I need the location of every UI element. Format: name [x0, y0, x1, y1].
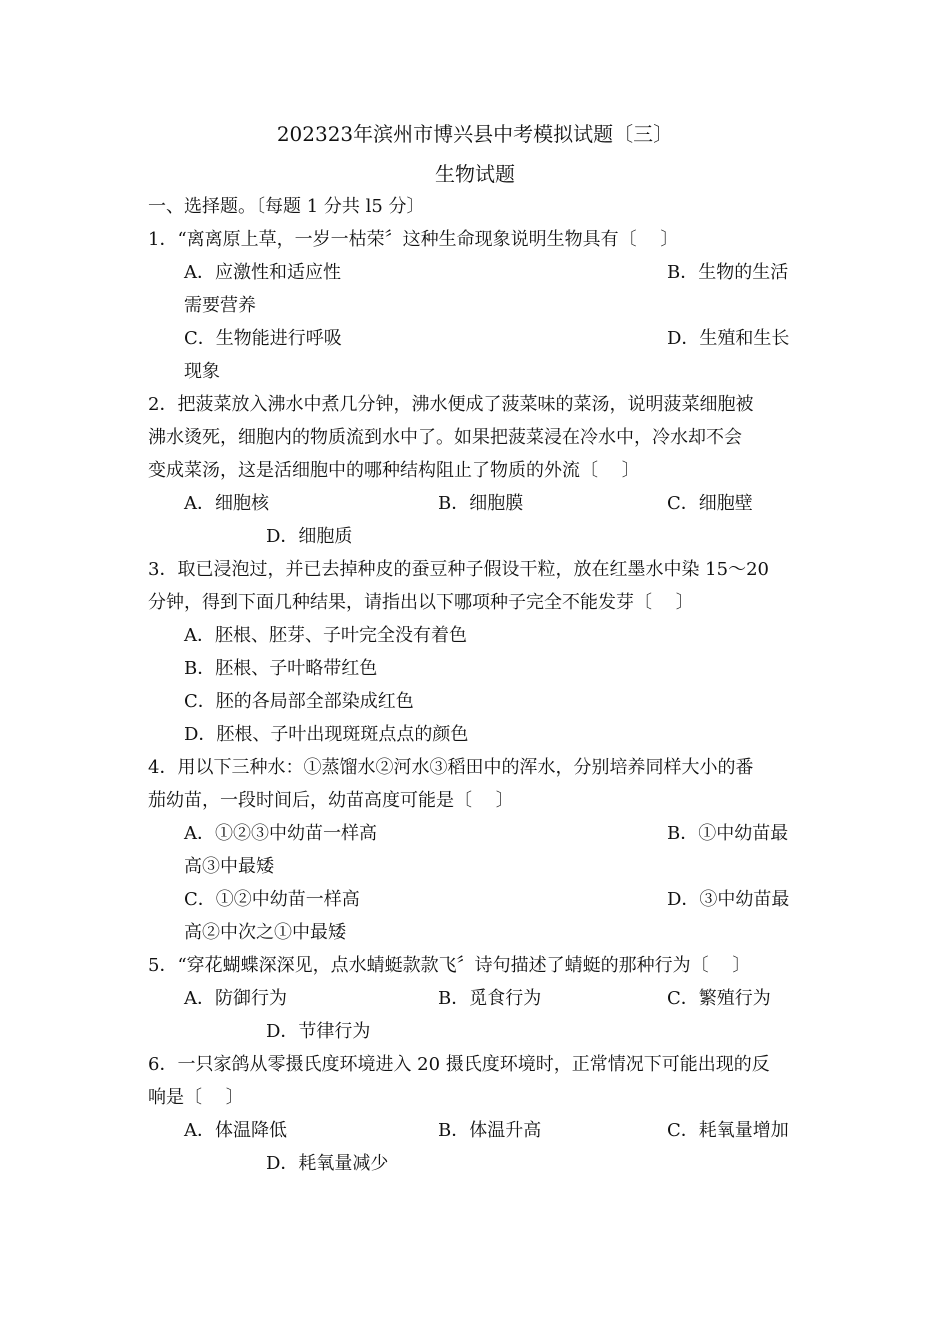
- question-1-stem: 1．“离离原上草，一岁一枯荣〞这种生命现象说明生物具有〔 〕: [148, 229, 679, 250]
- question-4-option-b: B．①中幼苗最: [667, 823, 789, 844]
- question-3-option-c: C．胚的各局部全部染成红色: [184, 691, 414, 712]
- question-3-option-a: A．胚根、胚芽、子叶完全没有着色: [184, 625, 467, 646]
- question-4-option-b-continued: 高③中最矮: [184, 856, 274, 877]
- question-4-option-a: A．①②③中幼苗一样高: [184, 823, 377, 844]
- question-4-stem-line-2: 茄幼苗，一段时间后，幼苗高度可能是〔 〕: [148, 790, 514, 811]
- question-1-option-b: B．生物的生活: [667, 262, 789, 283]
- question-6-option-c: C．耗氧量增加: [667, 1120, 789, 1141]
- section-heading: 一、选择题。〔每题 1 分共 l5 分〕: [148, 196, 425, 217]
- question-4-option-d: D．③中幼苗最: [667, 889, 790, 910]
- question-3-stem-line-1: 3．取已浸泡过，并已去掉种皮的蚕豆种子假设干粒，放在红墨水中染 15～20: [148, 559, 769, 580]
- question-4-option-d-continued: 高②中次之①中最矮: [184, 922, 346, 943]
- question-2-option-c: C．细胞壁: [667, 493, 753, 514]
- question-6-option-d: D．耗氧量减少: [266, 1153, 389, 1174]
- question-2-stem-line-3: 变成菜汤，这是活细胞中的哪种结构阻止了物质的外流〔 〕: [148, 460, 640, 481]
- question-4-stem-line-1: 4．用以下三种水：①蒸馏水②河水③稻田中的浑水，分别培养同样大小的番: [148, 757, 754, 778]
- question-3-option-d: D．胚根、子叶出现斑斑点点的颜色: [184, 724, 469, 745]
- question-1-option-a: A．应激性和适应性: [184, 262, 341, 283]
- question-1-option-d: D．生殖和生长: [667, 328, 790, 349]
- question-5-option-a: A．防御行为: [184, 988, 287, 1009]
- question-2-option-a: A．细胞核: [184, 493, 269, 514]
- question-4-option-c: C．①②中幼苗一样高: [184, 889, 360, 910]
- question-6-stem-line-2: 响是〔 〕: [148, 1087, 244, 1108]
- question-2-stem-line-1: 2．把菠菜放入沸水中煮几分钟，沸水便成了菠菜味的菜汤，说明菠菜细胞被: [148, 394, 754, 415]
- question-3-option-b: B．胚根、子叶略带红色: [184, 658, 378, 679]
- question-5-option-d: D．节律行为: [266, 1021, 371, 1042]
- question-1-option-b-continued: 需要营养: [184, 295, 256, 316]
- question-1-option-d-continued: 现象: [184, 361, 220, 382]
- exam-subtitle: 生物试题: [435, 162, 515, 186]
- question-6-stem-line-1: 6．一只家鸽从零摄氏度环境进入 20 摄氏度环境时，正常情况下可能出现的反: [148, 1054, 770, 1075]
- question-6-option-b: B．体温升高: [438, 1120, 542, 1141]
- question-6-option-a: A．体温降低: [184, 1120, 287, 1141]
- exam-title: 202323年滨州市博兴县中考模拟试题〔三〕: [276, 122, 674, 146]
- question-2-option-b: B．细胞膜: [438, 493, 524, 514]
- question-2-stem-line-2: 沸水烫死，细胞内的物质流到水中了。如果把菠菜浸在冷水中，冷水却不会: [148, 427, 742, 448]
- question-5-option-b: B．觅食行为: [438, 988, 542, 1009]
- question-3-stem-line-2: 分钟，得到下面几种结果，请指出以下哪项种子完全不能发芽〔 〕: [148, 592, 694, 613]
- question-5-option-c: C．繁殖行为: [667, 988, 771, 1009]
- question-1-option-c: C．生物能进行呼吸: [184, 328, 342, 349]
- question-5-stem: 5．“穿花蝴蝶深深见，点水蜻蜓款款飞〞诗句描述了蜻蜓的那种行为〔 〕: [148, 955, 751, 976]
- question-2-option-d: D．细胞质: [266, 526, 353, 547]
